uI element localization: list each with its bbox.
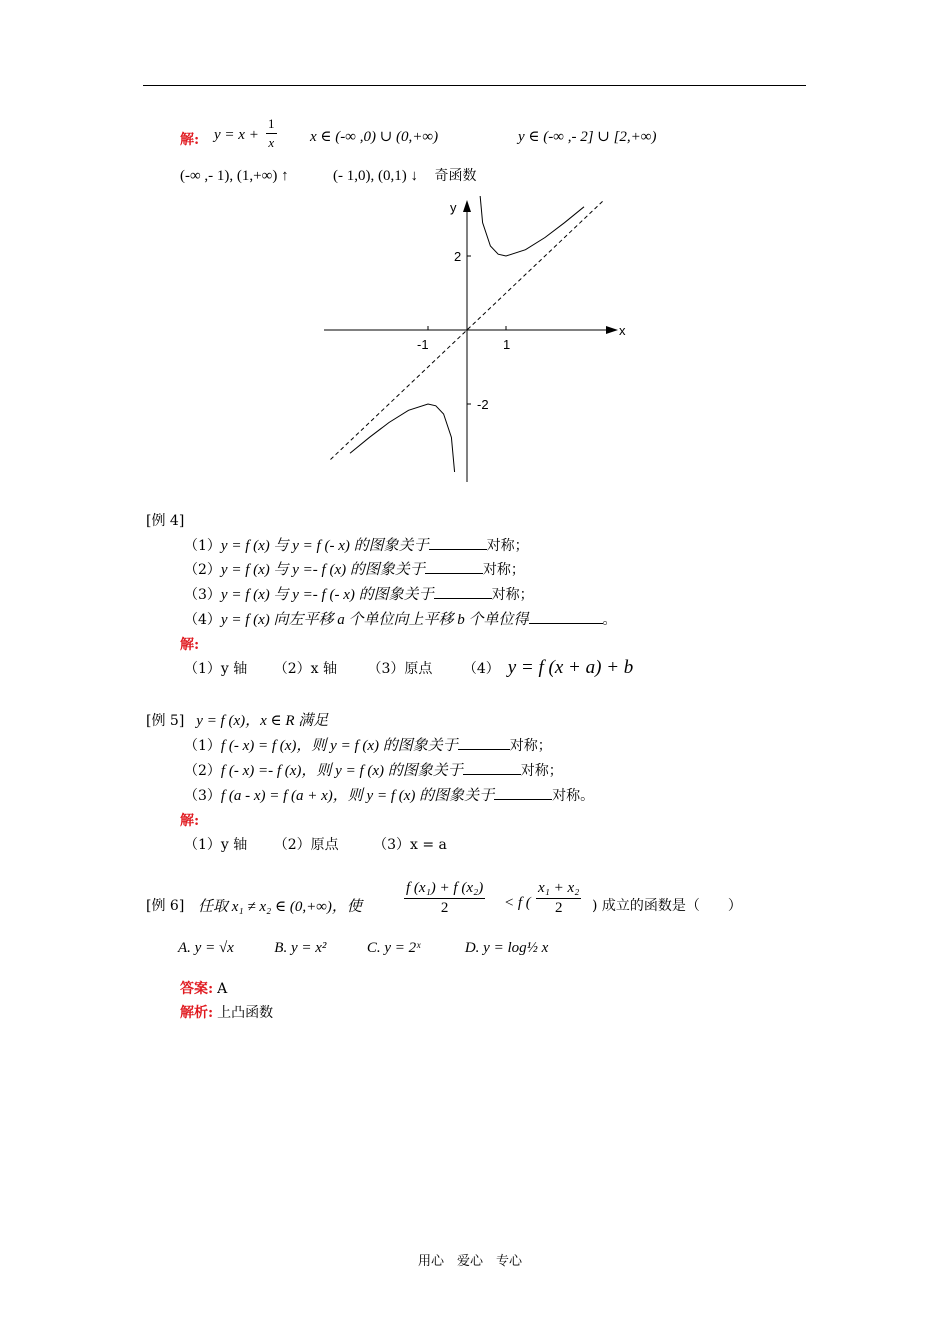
page-footer: 用心 爱心 专心 — [418, 1254, 523, 1269]
ex6-answer: 答案: A — [180, 981, 228, 997]
ex6-analysis: 解析: 上凸函数 — [180, 1005, 274, 1021]
ex3-sol-label: 解: — [180, 132, 200, 148]
option-a[interactable]: A. y = √x — [178, 940, 234, 956]
ex6-options — [178, 940, 548, 957]
ex4-item-3: （3）y = f (x) 与 y =- f (- x) 的图象关于 对称； — [184, 587, 534, 603]
y-tick-label: -2 — [477, 397, 489, 412]
chart-labels — [417, 200, 626, 412]
x-axis-label: x — [619, 323, 626, 338]
header-rule — [143, 85, 806, 86]
ex3-func-frac: $\frac{1}{x}$ — [268, 116, 275, 150]
x-tick-label: -1 — [417, 337, 429, 352]
ex3-range: y ∈ (-∞ ,- 2] ∪ [2,+∞) — [518, 129, 657, 145]
y-axis-label: y — [450, 200, 457, 215]
ex6-ineq-right: $\frac{\text{x₁ + x₂}}{2}$ — [538, 880, 580, 916]
ex4-heading: [例 4] — [146, 513, 185, 529]
y-tick-label: 2 — [454, 249, 462, 264]
ex5-answers: （1）y 轴 （2）原点 （3）x = a — [184, 837, 447, 853]
ex5-item-1: （1）f (- x) = f (x)，则 y = f (x) 的图象关于 对称； — [184, 738, 552, 754]
ex5-blank-3[interactable] — [494, 787, 552, 800]
ex3-line2 — [180, 165, 476, 185]
chart-axes — [324, 200, 618, 482]
option-b[interactable]: B. y = x² — [274, 940, 327, 956]
option-c[interactable]: C. y = 2ˣ — [366, 940, 421, 956]
ex3-decreasing: (- 1,0), (0,1) ↓ — [333, 168, 419, 184]
ex5-item-3: （3）f (a - x) = f (a + x)，则 y = f (x) 的图象关于 对称。 — [184, 788, 595, 804]
ex5-blank-1[interactable] — [458, 737, 510, 750]
ex3-domain: x ∈ (-∞ ,0) ∪ (0,+∞) — [310, 129, 439, 145]
ex4-item-2: （2）y = f (x) 与 y =- f (x) 的图象关于 对称； — [184, 562, 525, 578]
ex5-blank-2[interactable] — [463, 762, 521, 775]
x-tick-label: 1 — [503, 337, 511, 352]
x-axis-arrow — [606, 326, 618, 334]
ex4-answers: （1）y 轴 （2）x 轴 （3）原点 （4） y = f (x + a) + b — [184, 657, 634, 678]
ex3-increasing: (-∞ ,- 1), (1,+∞) ↑ — [180, 168, 289, 184]
ex4-blank-4[interactable] — [529, 611, 603, 624]
ex4-blank-2[interactable] — [425, 561, 483, 574]
option-d[interactable]: D. y = log½ x — [464, 940, 549, 956]
ex3-func: y = x + — [214, 127, 259, 143]
ex4-blank-3[interactable] — [434, 586, 492, 599]
y-axis-arrow — [463, 200, 471, 212]
ex5-item-2: （2）f (- x) =- f (x)，则 y = f (x) 的图象关于 对称； — [184, 763, 563, 779]
curve-branch-1 — [469, 190, 584, 256]
ex6-ineq-left: $\frac{\text{f (x₁) + f (x₂)}}{2}$ — [406, 880, 484, 916]
function-graph — [320, 190, 650, 490]
ex4-item-4: （4）y = f (x) 向左平移 a 个单位向上平移 b 个单位得 。 — [184, 612, 617, 628]
ex4-blank-1[interactable] — [429, 537, 487, 550]
curve-branch-2 — [350, 404, 465, 490]
ex5-sol-label: 解: — [180, 813, 200, 829]
ex4-item-1: （1）y = f (x) 与 y = f (- x) 的图象关于 对称； — [184, 538, 529, 554]
ex5-heading-line: [例 5] y = f (x)，x ∈ R 满足 — [146, 713, 329, 729]
ex3-parity: 奇函数 — [434, 168, 477, 184]
ex4-sol-label: 解: — [180, 637, 200, 653]
